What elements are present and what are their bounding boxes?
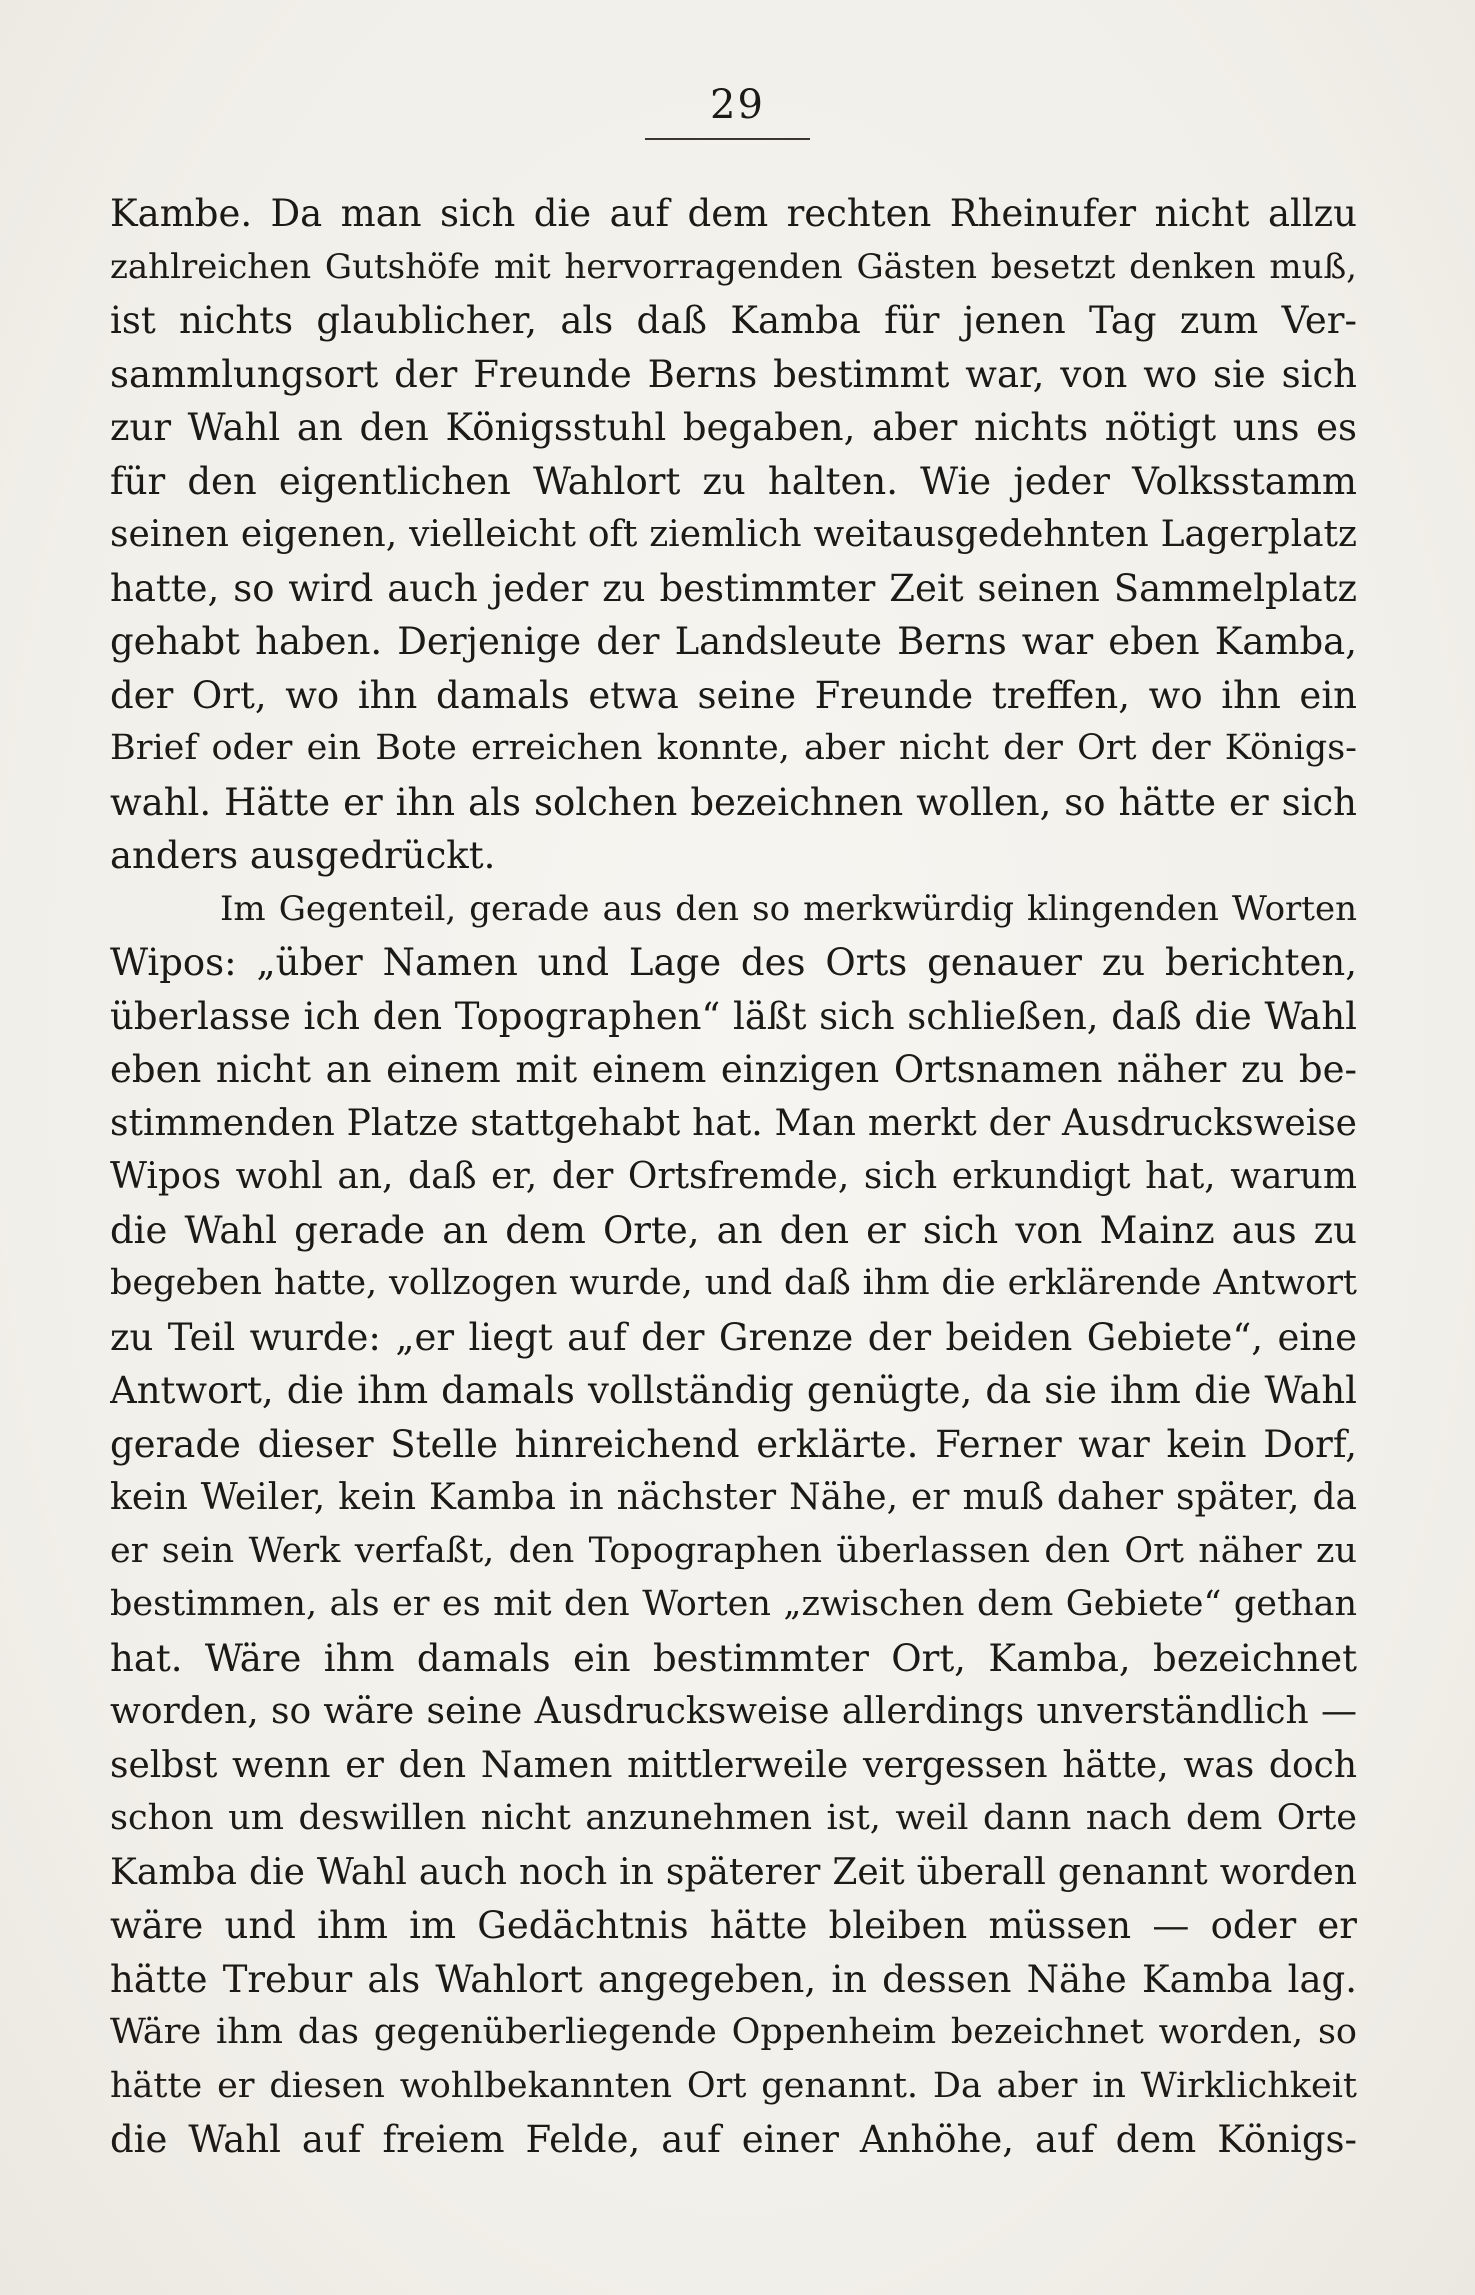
text-line: für den eigentlichen Wahlort zu halten. Wie jeder Volksstamm [110, 459, 1357, 503]
text-line: hätte Trebur als Wahlort angegeben, in dessen Nähe Kamba lag. [110, 1957, 1357, 2001]
text-line: Wipos wohl an, daß er, der Ortsfremde, sich erkundigt hat, warum [110, 1156, 1357, 1197]
text-line: gerade dieser Stelle hinreichend erklärte. Ferner war kein Dorf, [110, 1422, 1357, 1466]
text-line: zahlreichen Gutshöfe mit hervorragenden Gästen besetzt denken muß, [110, 246, 1357, 287]
text-line: selbst wenn er den Namen mittlerweile vergessen hätte, was doch [110, 1744, 1357, 1786]
body-text [110, 187, 1357, 2167]
text-line: worden, so wäre seine Ausdrucksweise allerdings unverständlich — [110, 1691, 1357, 1732]
text-line: der Ort, wo ihn damals etwa seine Freunde treffen, wo ihn ein [110, 673, 1357, 717]
page-number: 29 [710, 82, 765, 128]
text-line: Brief oder ein Bote erreichen konnte, aber nicht der Ort der Königs- [110, 728, 1357, 768]
text-line: begeben hatte, vollzogen wurde, und daß ihm die erklärende Antwort [110, 1263, 1357, 1303]
text-line: bestimmen, als er es mit den Worten „zwischen dem Gebiete“ gethan [110, 1584, 1357, 1624]
text-line: Kamba die Wahl auch noch in späterer Zeit überall genannt worden [110, 1851, 1357, 1893]
text-line: eben nicht an einem mit einem einzigen Ortsnamen näher zu be- [110, 1048, 1357, 1091]
page-number-rule [645, 138, 810, 140]
text-line: Im Gegenteil, gerade aus den so merkwürdig klingenden Worten [220, 888, 1357, 929]
text-line: hat. Wäre ihm damals ein bestimmter Ort, Kamba, bezeichnet [110, 1636, 1357, 1680]
text-line: die Wahl gerade an dem Orte, an den er sich von Mainz aus zu [110, 1208, 1357, 1252]
text-line: gehabt haben. Derjenige der Landsleute Berns war eben Kamba, [110, 620, 1357, 663]
text-line: sammlungsort der Freunde Berns bestimmt war, von wo sie sich [110, 352, 1357, 396]
text-line: seinen eigenen, vielleicht oft ziemlich weitausgedehnten Lagerplatz [110, 514, 1357, 555]
text-line: hätte er diesen wohlbekannten Ort genannt. Da aber in Wirklichkeit [110, 2065, 1357, 2106]
text-line: Antwort, die ihm damals vollständig genügte, da sie ihm die Wahl [110, 1369, 1357, 1412]
text-line: Wäre ihm das gegenüberliegende Oppenheim bezeichnet worden, so [110, 2012, 1357, 2052]
text-line: hatte, so wird auch jeder zu bestimmter Zeit seinen Sammelplatz [110, 566, 1357, 610]
text-line: kein Weiler, kein Kamba in nächster Nähe, er muß daher später, da [110, 1477, 1357, 1518]
text-line: ist nichts glaublicher, als daß Kamba für jenen Tag zum Ver- [110, 299, 1357, 342]
text-line: Wipos: „über Namen und Lage des Orts genauer zu berichten, [110, 941, 1357, 984]
text-line: anders ausgedrückt. [110, 834, 496, 877]
text-line: zur Wahl an den Königsstuhl begaben, aber nichts nötigt uns es [110, 406, 1357, 449]
text-line: er sein Werk verfaßt, den Topographen überlassen den Ort näher zu [110, 1530, 1357, 1571]
text-line: stimmenden Platze stattgehabt hat. Man merkt der Ausdrucksweise [110, 1102, 1357, 1144]
text-line: überlasse ich den Topographen“ läßt sich schließen, daß die Wahl [110, 994, 1357, 1038]
text-line: Kambe. Da man sich die auf dem rechten Rheinufer nicht allzu [110, 192, 1357, 235]
text-line: wäre und ihm im Gedächtnis hätte bleiben müssen — oder er [110, 1904, 1357, 1947]
text-line: schon um deswillen nicht anzunehmen ist, weil dann nach dem Orte [110, 1798, 1357, 1838]
text-line: die Wahl auf freiem Felde, auf einer Anhöhe, auf dem Königs- [110, 2118, 1357, 2161]
text-line: wahl. Hätte er ihn als solchen bezeichnen wollen, so hätte er sich [110, 780, 1357, 824]
text-line: zu Teil wurde: „er liegt auf der Grenze der beiden Gebiete“, eine [110, 1315, 1357, 1359]
